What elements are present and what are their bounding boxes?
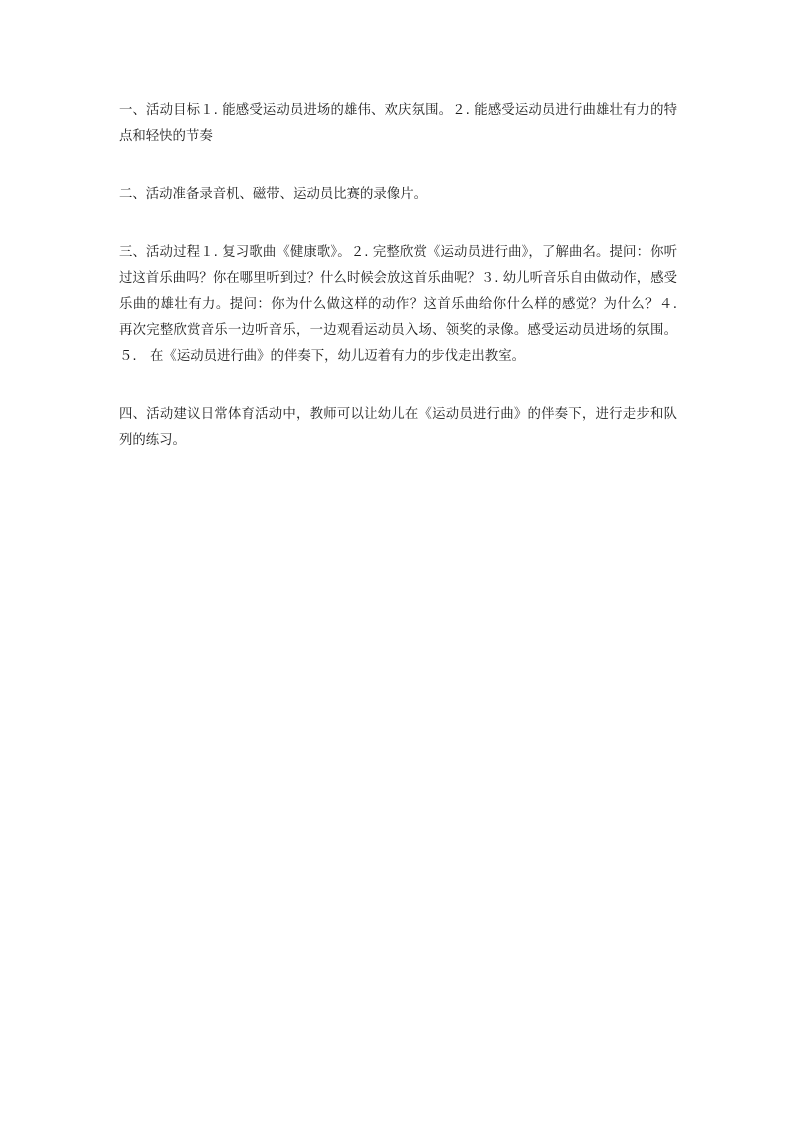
section-activity-goals: 一、活动目标１. 能感受运动员进场的雄伟、欢庆氛围。２. 能感受运动员进行曲雄壮有力的特点和轻快的节奏 bbox=[119, 103, 677, 144]
document-body bbox=[119, 98, 691, 486]
section-activity-suggestions: 四、活动建议日常体育活动中，教师可以让幼儿在《运动员进行曲》的伴奏下，进行走步和队列的练习。 bbox=[119, 407, 677, 448]
section-activity-process: 三、活动过程１. 复习歌曲《健康歌》。２. 完整欣赏《运动员进行曲》，了解曲名。提问：你听过这首乐曲吗？你在哪里听到过？什么时候会放这首乐曲呢？３. 幼儿听音乐自由做动作，感受乐曲的雄壮有力。提问：你为什么做这样的动作？这首乐曲给你什么样的感觉？为什么？４. 再次完整欣赏音乐一边听音乐，一边观看运动员入场、领奖的录像。感受运动员进场的氛围。５. 在《运动员进行曲》的伴奏下，幼儿迈着有力的步伐走出教室。 bbox=[119, 245, 691, 364]
section-activity-preparation: 二、活动准备录音机、磁带、运动员比赛的录像片。 bbox=[119, 187, 427, 202]
